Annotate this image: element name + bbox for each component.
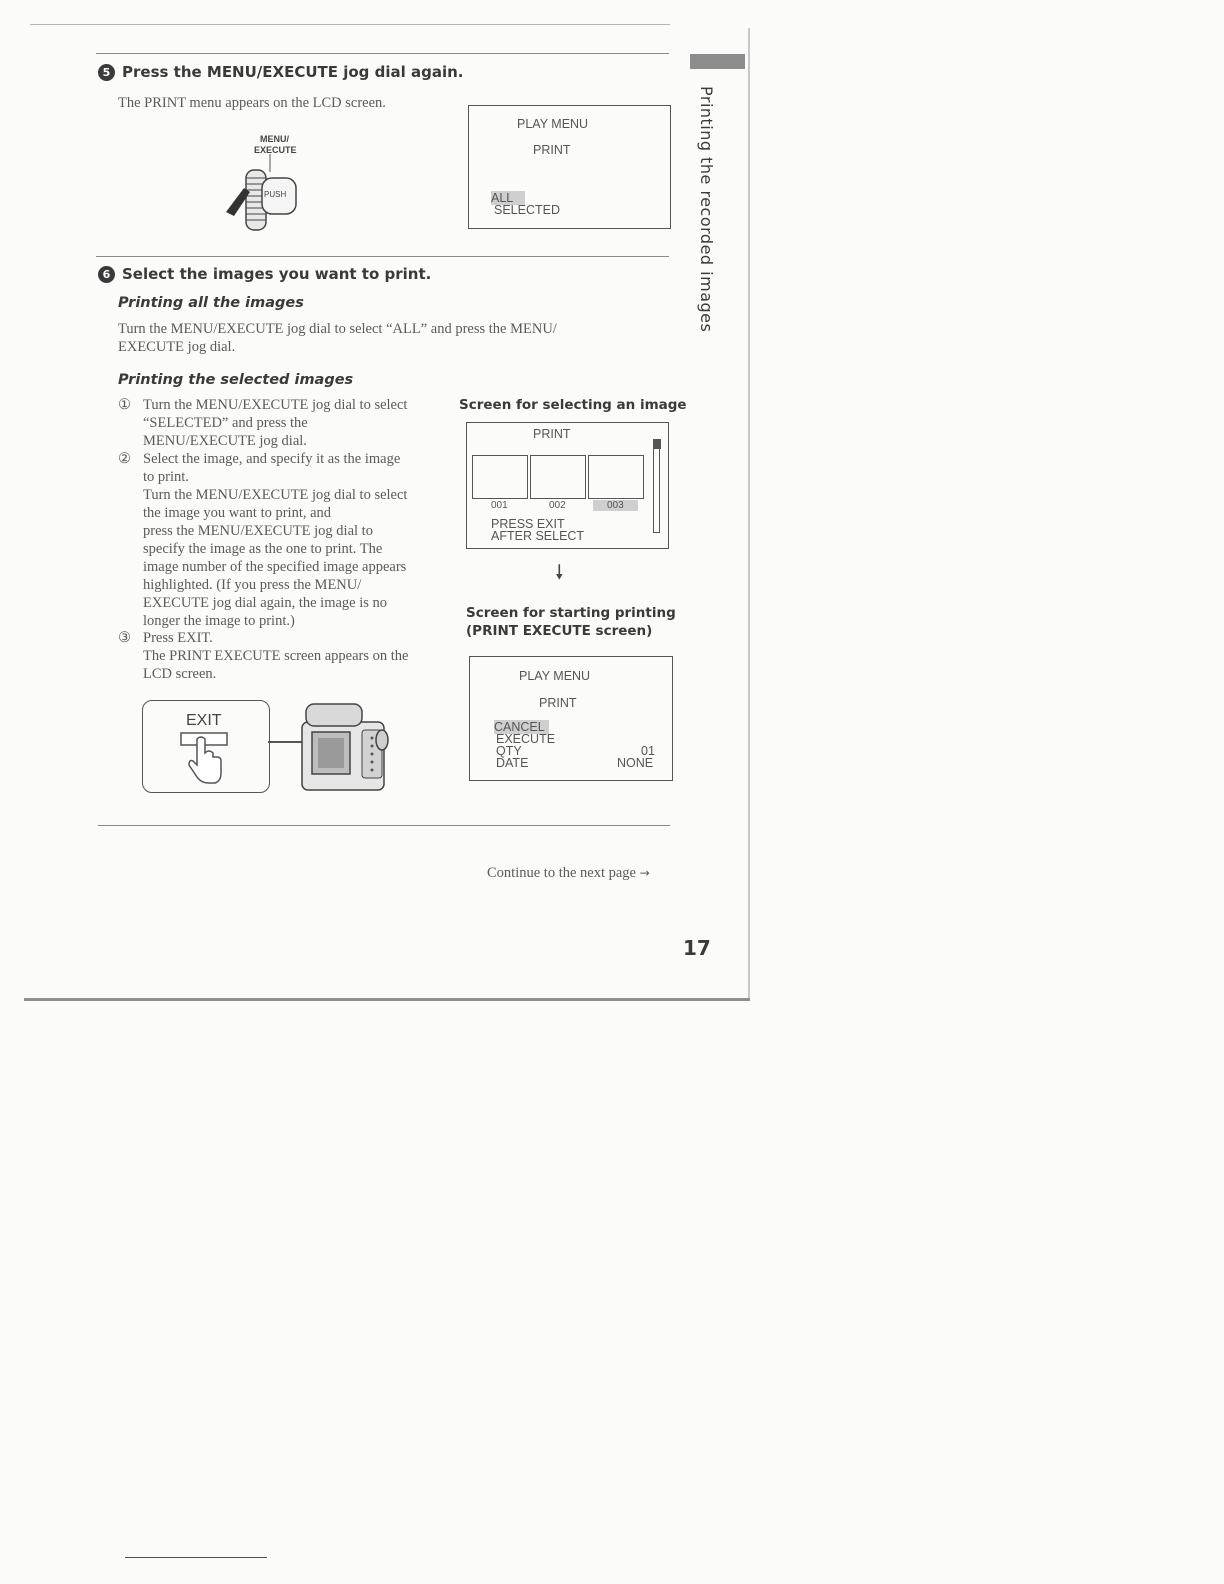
thumbnail-number-3-highlighted: 003 [593,500,638,511]
top-page-edge [30,24,670,25]
thumbnail-number-2: 002 [549,500,566,511]
camcorder-icon [296,700,394,796]
exec-lcd-subtitle: PRINT [539,696,577,710]
section-tab-label: Printing the recorded images [697,86,716,333]
flow-down-arrow-icon: 🠗 [555,560,564,584]
list-line: “SELECTED” and press the [143,415,308,431]
lcd-scrollbar [653,439,660,533]
list-line: longer the image to print.) [143,613,295,629]
start-screen-caption-2: (PRINT EXECUTE screen) [466,623,653,639]
lcd-scrollbar-thumb [653,439,661,449]
thumbnail-2 [530,455,586,499]
select-lcd-line1: PRESS EXIT [491,517,565,531]
dial-label-menu: MENU/ [260,134,289,144]
exec-lcd-title: PLAY MENU [519,669,591,683]
exec-lcd-execute: EXECUTE [496,732,556,746]
list-line: image number of the specified image appears [143,559,407,575]
list-line: EXECUTE jog dial again, the image is no [143,595,388,611]
print-execute-lcd [469,656,673,781]
footer-mark [125,1557,267,1558]
printing-all-body-2: EXECUTE jog dial. [118,339,236,355]
divider-step6 [96,256,669,257]
divider-step5 [96,53,669,54]
list-item-3 [118,629,448,683]
printing-selected-heading: Printing the selected images [118,372,354,388]
right-page-edge [748,28,750,998]
list-marker-2: ② [118,451,131,467]
select-screen-caption: Screen for selecting an image [459,397,687,413]
step6-heading [98,265,431,283]
step5-heading-text: Press the MENU/EXECUTE jog dial again. [122,63,464,81]
list-line: to print. [143,469,189,485]
thumbnail-number-1: 001 [491,500,508,511]
pressing-finger-icon [179,731,231,787]
list-line: LCD screen. [143,666,217,682]
exec-lcd-qty-value: 01 [641,744,655,758]
continue-text: Continue to the next page [487,865,636,881]
exit-button-illustration [142,700,270,793]
dial-push-label: PUSH [264,190,287,199]
list-line: The PRINT EXECUTE screen appears on the [143,648,409,664]
section-tab-block [690,54,745,69]
exec-lcd-date-value: NONE [617,756,654,770]
exit-button-label: EXIT [186,712,222,729]
list-line: specify the image as the one to print. The [143,541,383,557]
list-line: MENU/EXECUTE jog dial. [143,433,307,449]
bottom-page-edge [24,998,750,1001]
dial-label-execute: EXECUTE [254,145,297,155]
select-lcd-line2: AFTER SELECT [491,529,585,543]
step6-number: 6 [98,266,115,283]
lcd-subtitle: PRINT [533,143,571,157]
lcd-title: PLAY MENU [517,117,589,131]
list-item-1 [118,396,448,450]
continue-arrow-icon: → [639,866,650,880]
step6-heading-text: Select the images you want to print. [122,265,432,283]
print-menu-lcd [468,105,671,229]
list-marker-3: ③ [118,630,131,646]
lcd-option-all: ALL [491,191,525,205]
list-line: highlighted. (If you press the MENU/ [143,577,362,593]
select-image-lcd [466,422,669,549]
list-line: Press EXIT. [143,630,213,646]
list-line: Turn the MENU/EXECUTE jog dial to select [143,397,408,413]
thumbnail-3 [588,455,644,499]
list-marker-1: ① [118,397,131,413]
continue-note [487,864,650,882]
step5-number: 5 [98,64,115,81]
step5-heading [98,63,464,81]
exec-lcd-cancel: CANCEL [494,720,549,734]
printing-all-body-1: Turn the MENU/EXECUTE jog dial to select “ALL” and press the MENU/ [118,321,557,337]
printing-all-heading: Printing all the images [118,295,304,311]
exec-lcd-qty-label: QTY [496,744,522,758]
divider-bottom [98,825,670,826]
jog-dial-illustration [222,132,312,237]
list-item-2 [118,450,448,630]
list-line: press the MENU/EXECUTE jog dial to [143,523,373,539]
start-screen-caption-1: Screen for starting printing [466,605,676,621]
step5-body: The PRINT menu appears on the LCD screen. [118,95,386,111]
list-line: the image you want to print, and [143,505,332,521]
thumbnail-1 [472,455,528,499]
lcd-option-selected: SELECTED [494,203,560,217]
page-number: 17 [683,936,711,960]
exec-lcd-date-label: DATE [496,756,529,770]
list-line: Turn the MENU/EXECUTE jog dial to select [143,487,408,503]
select-lcd-title: PRINT [533,427,571,441]
list-line: Select the image, and specify it as the image [143,451,401,467]
